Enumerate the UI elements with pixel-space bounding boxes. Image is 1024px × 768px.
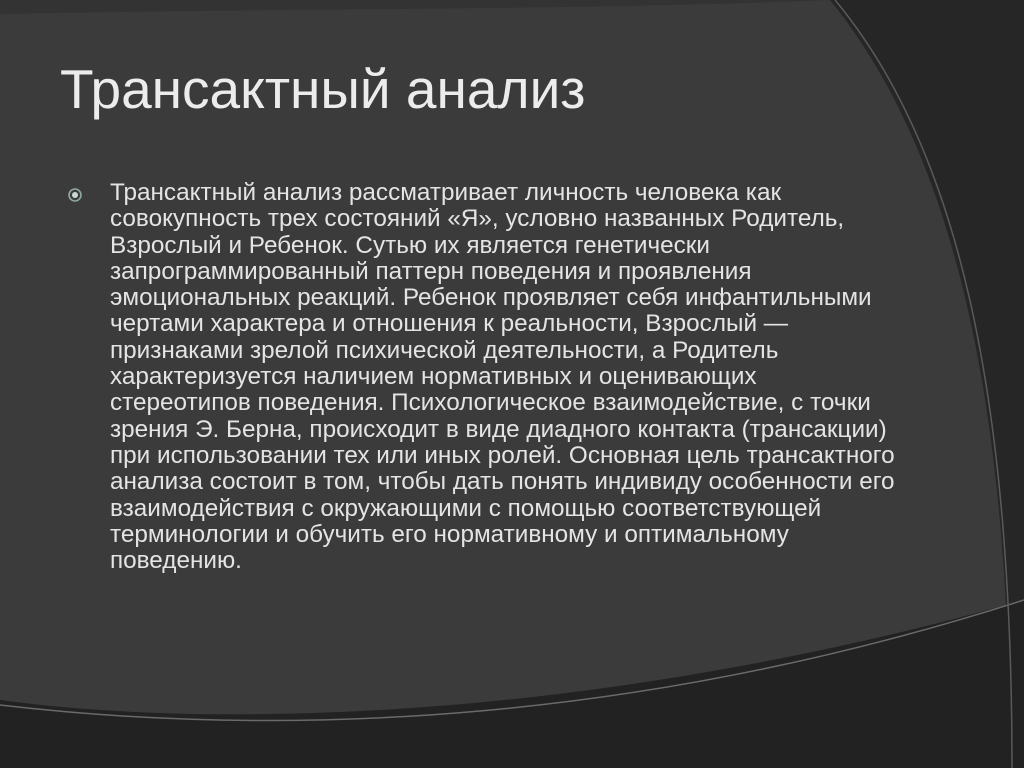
slide-title: Трансактный анализ (60, 58, 586, 120)
bullet-item (68, 179, 895, 575)
slide-content (68, 179, 895, 575)
circle-bullet-icon (68, 188, 82, 202)
bullet-text: Трансактный анализ рассматривает личность человека как совокупность трех состояний «Я», условно названных Родитель, Взрослый и Ребенок. Сутью их является генетически запрограммированный паттерн поведения и проявления эмоциональных реакций. Ребенок проявляет себя инфантильными чертами характера и отношения к реальности, Взрослый — признаками зрелой психической деятельности, а Родитель характеризуется наличием нормативных и оценивающих стереотипов поведения. Психологическое взаимодействие, с точки зрения Э. Берна, происходит в виде диадного контакта (трансакции) при использовании тех или иных ролей. Основная цель трансактного анализа состоит в том, чтобы дать понять индивиду особенности его взаимодействия с окружающими с помощью соответствующей терминологии и обучить его нормативному и оптимальному поведению. (110, 179, 895, 575)
